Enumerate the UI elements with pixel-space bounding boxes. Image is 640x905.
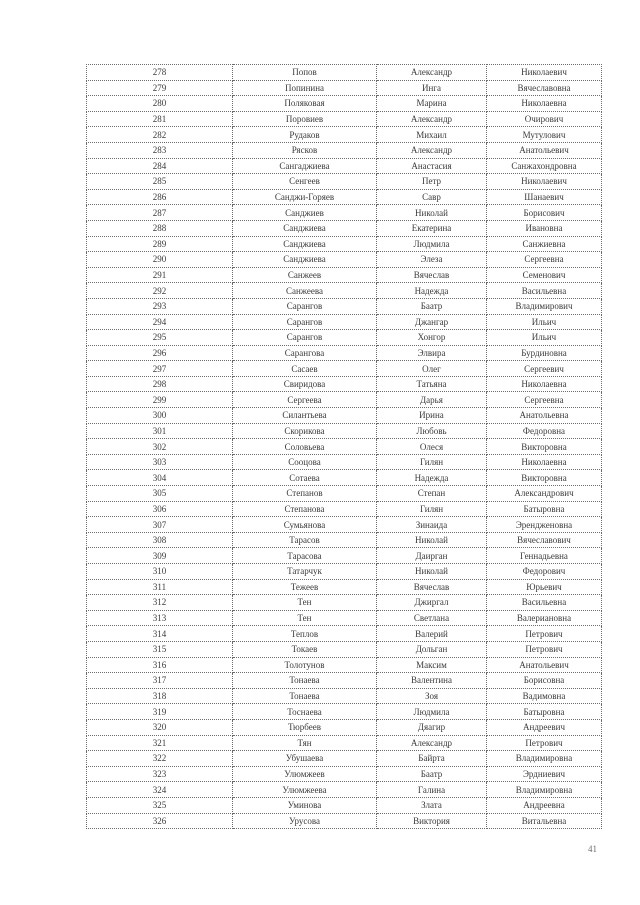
surname-cell: Силантьева [233,408,377,424]
table-row [87,423,602,439]
first-name-cell: Байрта [377,751,487,767]
table-row [87,470,602,486]
first-name-cell: Екатерина [377,220,487,236]
row-number-cell: 324 [87,782,233,798]
surname-cell: Тен [233,610,377,626]
patronymic-cell: Николаевич [487,65,602,81]
patronymic-cell: Николаевна [487,454,602,470]
row-number-cell: 282 [87,127,233,143]
first-name-cell: Зинаида [377,517,487,533]
patronymic-cell: Александрович [487,486,602,502]
surname-cell: Теплов [233,626,377,642]
row-number-cell: 299 [87,392,233,408]
table-row [87,657,602,673]
surname-cell: Попов [233,65,377,81]
row-number-cell: 280 [87,96,233,112]
table-row [87,517,602,533]
surname-cell: Сарангов [233,298,377,314]
patronymic-cell: Шанаевич [487,189,602,205]
patronymic-cell: Викторовна [487,439,602,455]
first-name-cell: Николай [377,564,487,580]
row-number-cell: 311 [87,579,233,595]
surname-cell: Сангаджиева [233,158,377,174]
surname-cell: Тарасова [233,548,377,564]
table-row [87,704,602,720]
row-number-cell: 295 [87,330,233,346]
table-row [87,813,602,829]
table-row [87,532,602,548]
table-row [87,486,602,502]
patronymic-cell: Санжиевна [487,236,602,252]
first-name-cell: Олег [377,361,487,377]
table-row [87,158,602,174]
row-number-cell: 285 [87,174,233,190]
row-number-cell: 306 [87,501,233,517]
surname-cell: Убушаева [233,751,377,767]
table-row [87,127,602,143]
surname-cell: Толотунов [233,657,377,673]
surname-cell: Сенгеев [233,174,377,190]
first-name-cell: Александр [377,735,487,751]
row-number-cell: 320 [87,719,233,735]
table-row [87,361,602,377]
patronymic-cell: Валериановна [487,610,602,626]
surname-cell: Татарчук [233,564,377,580]
first-name-cell: Гилян [377,454,487,470]
patronymic-cell: Борисович [487,205,602,221]
row-number-cell: 325 [87,797,233,813]
table-row [87,719,602,735]
patronymic-cell: Санжахондровна [487,158,602,174]
surname-cell: Токаев [233,641,377,657]
patronymic-cell: Борисовна [487,673,602,689]
patronymic-cell: Юрьевич [487,579,602,595]
row-number-cell: 318 [87,688,233,704]
surname-cell: Тежеев [233,579,377,595]
surname-cell: Санжеев [233,267,377,283]
row-number-cell: 316 [87,657,233,673]
surname-cell: Сергеева [233,392,377,408]
patronymic-cell: Владимировна [487,751,602,767]
table-row [87,641,602,657]
first-name-cell: Зоя [377,688,487,704]
surname-cell: Поровиев [233,111,377,127]
first-name-cell: Максим [377,657,487,673]
surname-cell: Санджиева [233,220,377,236]
first-name-cell: Светлана [377,610,487,626]
patronymic-cell: Очирович [487,111,602,127]
names-table [86,64,602,829]
row-number-cell: 323 [87,766,233,782]
table-row [87,751,602,767]
row-number-cell: 283 [87,142,233,158]
first-name-cell: Надежда [377,283,487,299]
surname-cell: Поляковая [233,96,377,112]
first-name-cell: Джиргал [377,595,487,611]
row-number-cell: 307 [87,517,233,533]
surname-cell: Санджиева [233,236,377,252]
patronymic-cell: Анатольевна [487,408,602,424]
patronymic-cell: Ивановна [487,220,602,236]
patronymic-cell: Эрдниевич [487,766,602,782]
surname-cell: Тюрбеев [233,719,377,735]
patronymic-cell: Анатольевич [487,142,602,158]
first-name-cell: Инга [377,80,487,96]
first-name-cell: Людмила [377,236,487,252]
first-name-cell: Галина [377,782,487,798]
patronymic-cell: Вячеславовна [487,80,602,96]
table-row [87,142,602,158]
table-row [87,96,602,112]
table-row [87,626,602,642]
patronymic-cell: Петрович [487,641,602,657]
patronymic-cell: Вадимовна [487,688,602,704]
surname-cell: Тоснаева [233,704,377,720]
patronymic-cell: Николаевна [487,376,602,392]
table-row [87,548,602,564]
table-row [87,267,602,283]
row-number-cell: 308 [87,532,233,548]
patronymic-cell: Андреевна [487,797,602,813]
surname-cell: Степанов [233,486,377,502]
patronymic-cell: Вячеславович [487,532,602,548]
patronymic-cell: Петрович [487,626,602,642]
row-number-cell: 326 [87,813,233,829]
table-row [87,501,602,517]
first-name-cell: Дарья [377,392,487,408]
first-name-cell: Татьяна [377,376,487,392]
first-name-cell: Гилян [377,501,487,517]
surname-cell: Санджиева [233,252,377,268]
patronymic-cell: Ильич [487,330,602,346]
first-name-cell: Олеся [377,439,487,455]
row-number-cell: 290 [87,252,233,268]
row-number-cell: 298 [87,376,233,392]
table-row [87,220,602,236]
row-number-cell: 288 [87,220,233,236]
first-name-cell: Александр [377,142,487,158]
surname-cell: Улюмжеев [233,766,377,782]
surname-cell: Степанова [233,501,377,517]
row-number-cell: 287 [87,205,233,221]
first-name-cell: Ирина [377,408,487,424]
surname-cell: Рудаков [233,127,377,143]
row-number-cell: 319 [87,704,233,720]
surname-cell: Соловьева [233,439,377,455]
patronymic-cell: Викторовна [487,470,602,486]
surname-cell: Скорикова [233,423,377,439]
surname-cell: Сарангов [233,314,377,330]
table-body [87,65,602,829]
surname-cell: Санжеева [233,283,377,299]
patronymic-cell: Сергеевич [487,361,602,377]
first-name-cell: Петр [377,174,487,190]
patronymic-cell: Владимирович [487,298,602,314]
first-name-cell: Баатр [377,298,487,314]
row-number-cell: 314 [87,626,233,642]
surname-cell: Тян [233,735,377,751]
table-row [87,236,602,252]
first-name-cell: Александр [377,111,487,127]
first-name-cell: Злата [377,797,487,813]
row-number-cell: 321 [87,735,233,751]
patronymic-cell: Батыровна [487,704,602,720]
first-name-cell: Виктория [377,813,487,829]
row-number-cell: 302 [87,439,233,455]
row-number-cell: 301 [87,423,233,439]
first-name-cell: Любовь [377,423,487,439]
row-number-cell: 310 [87,564,233,580]
first-name-cell: Людмила [377,704,487,720]
first-name-cell: Валентина [377,673,487,689]
table-row [87,345,602,361]
row-number-cell: 312 [87,595,233,611]
table-row [87,688,602,704]
table-row [87,610,602,626]
row-number-cell: 279 [87,80,233,96]
surname-cell: Сумьянова [233,517,377,533]
first-name-cell: Николай [377,205,487,221]
surname-cell: Тарасов [233,532,377,548]
table-row [87,797,602,813]
table-row [87,65,602,81]
patronymic-cell: Васильевна [487,595,602,611]
patronymic-cell: Бурдиновна [487,345,602,361]
table-row [87,314,602,330]
row-number-cell: 315 [87,641,233,657]
patronymic-cell: Геннадьевна [487,548,602,564]
patronymic-cell: Анатольевич [487,657,602,673]
first-name-cell: Вячеслав [377,579,487,595]
surname-cell: Попинина [233,80,377,96]
surname-cell: Уминова [233,797,377,813]
table-row [87,766,602,782]
row-number-cell: 313 [87,610,233,626]
patronymic-cell: Сергеевна [487,252,602,268]
first-name-cell: Баатр [377,766,487,782]
surname-cell: Сотаева [233,470,377,486]
surname-cell: Сооцова [233,454,377,470]
surname-cell: Рясков [233,142,377,158]
table-row [87,330,602,346]
first-name-cell: Джангар [377,314,487,330]
first-name-cell: Вячеслав [377,267,487,283]
surname-cell: Сасаев [233,361,377,377]
patronymic-cell: Николаевич [487,174,602,190]
table-row [87,579,602,595]
patronymic-cell: Сергеевна [487,392,602,408]
row-number-cell: 297 [87,361,233,377]
row-number-cell: 278 [87,65,233,81]
table-row [87,735,602,751]
first-name-cell: Валерий [377,626,487,642]
first-name-cell: Николай [377,532,487,548]
first-name-cell: Хонгор [377,330,487,346]
surname-cell: Санджи-Горяев [233,189,377,205]
table-row [87,439,602,455]
surname-cell: Свиридова [233,376,377,392]
first-name-cell: Элвира [377,345,487,361]
patronymic-cell: Эрендженовна [487,517,602,533]
row-number-cell: 289 [87,236,233,252]
surname-cell: Тонаева [233,673,377,689]
surname-cell: Тен [233,595,377,611]
patronymic-cell: Батыровна [487,501,602,517]
row-number-cell: 286 [87,189,233,205]
table-row [87,189,602,205]
row-number-cell: 300 [87,408,233,424]
table-row [87,111,602,127]
first-name-cell: Дяагир [377,719,487,735]
patronymic-cell: Федорович [487,564,602,580]
table-row [87,595,602,611]
table-row [87,298,602,314]
first-name-cell: Савр [377,189,487,205]
row-number-cell: 317 [87,673,233,689]
row-number-cell: 284 [87,158,233,174]
table-row [87,782,602,798]
row-number-cell: 303 [87,454,233,470]
patronymic-cell: Владимировна [487,782,602,798]
table-row [87,283,602,299]
first-name-cell: Александр [377,65,487,81]
surname-cell: Урусова [233,813,377,829]
patronymic-cell: Семенович [487,267,602,283]
patronymic-cell: Андреевич [487,719,602,735]
row-number-cell: 294 [87,314,233,330]
patronymic-cell: Витальевна [487,813,602,829]
first-name-cell: Марина [377,96,487,112]
patronymic-cell: Ильич [487,314,602,330]
first-name-cell: Михаил [377,127,487,143]
row-number-cell: 281 [87,111,233,127]
table-row [87,392,602,408]
row-number-cell: 322 [87,751,233,767]
row-number-cell: 304 [87,470,233,486]
surname-cell: Тонаева [233,688,377,704]
row-number-cell: 309 [87,548,233,564]
row-number-cell: 305 [87,486,233,502]
table-row [87,174,602,190]
row-number-cell: 293 [87,298,233,314]
table-row [87,564,602,580]
table-row [87,408,602,424]
row-number-cell: 296 [87,345,233,361]
first-name-cell: Даирган [377,548,487,564]
table-row [87,205,602,221]
patronymic-cell: Васильевна [487,283,602,299]
table-row [87,252,602,268]
first-name-cell: Дольган [377,641,487,657]
first-name-cell: Элеза [377,252,487,268]
row-number-cell: 292 [87,283,233,299]
table-row [87,454,602,470]
table-row [87,673,602,689]
row-number-cell: 291 [87,267,233,283]
surname-cell: Сарангов [233,330,377,346]
patronymic-cell: Николаевна [487,96,602,112]
patronymic-cell: Федоровна [487,423,602,439]
first-name-cell: Анастасия [377,158,487,174]
table-row [87,80,602,96]
surname-cell: Санджиев [233,205,377,221]
surname-cell: Сарангова [233,345,377,361]
patronymic-cell: Петрович [487,735,602,751]
first-name-cell: Надежда [377,470,487,486]
page-number: 41 [588,844,597,854]
surname-cell: Улюмжеева [233,782,377,798]
patronymic-cell: Мутулович [487,127,602,143]
first-name-cell: Степан [377,486,487,502]
table-row [87,376,602,392]
